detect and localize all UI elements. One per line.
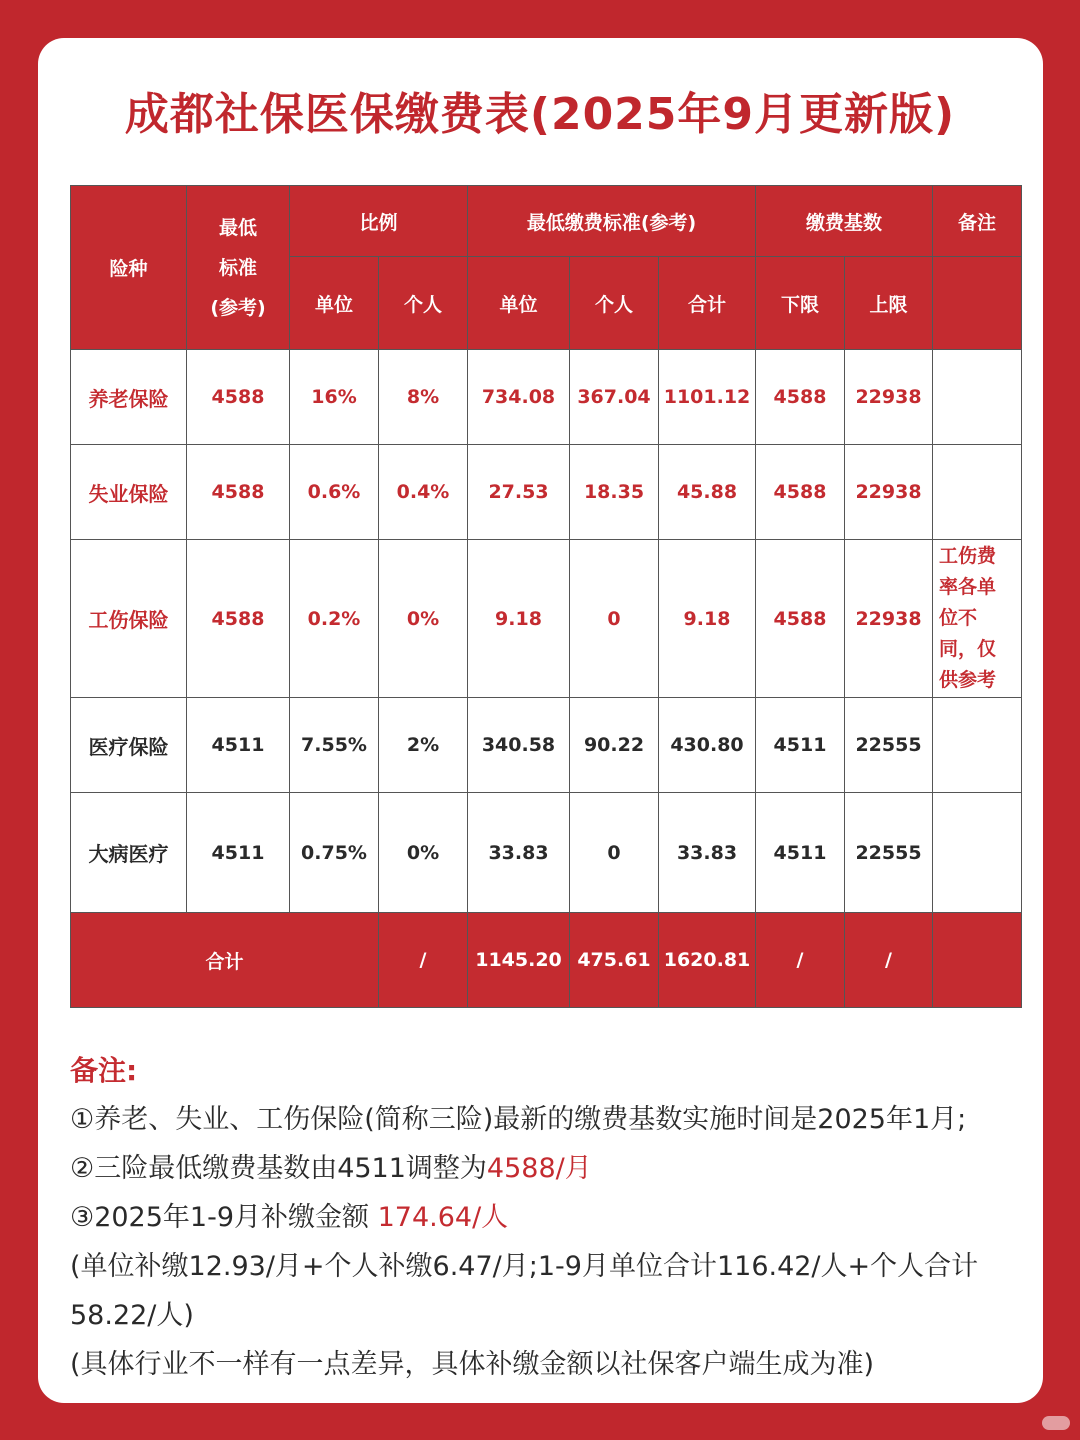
watermark [1042,1416,1070,1430]
cell-base-high: 22555 [845,793,933,913]
table-row [71,350,1022,445]
sub-pay-total: 合计 [659,257,756,350]
cell-remark-note [933,540,1022,698]
total-pay-unit: 1145.20 [468,913,570,1008]
table-row [71,445,1022,540]
cell-base-low: 4511 [756,793,845,913]
note-line-4: (单位补缴12.93/月+个人补缴6.47/月;1-9月单位合计116.42/人+个人合计 [70,1251,979,1282]
header-insurance-type: 险种 [71,186,187,350]
note-line-2-highlight: 4588/月 [486,1153,592,1184]
note-line-3 [70,1193,1020,1242]
remark-line: 率各单 [939,576,997,598]
cell-ratio-person: 2% [379,698,468,793]
remark-line: 同，仅 [939,638,997,660]
cell-remark [933,793,1022,913]
cell-ratio-person: 0% [379,793,468,913]
cell-min: 4511 [187,698,290,793]
cell-pay-person: 367.04 [570,350,659,445]
cell-pay-total: 45.88 [659,445,756,540]
note-line-3-highlight: 174.64/人 [377,1202,509,1233]
cell-base-high: 22938 [845,540,933,698]
total-label: 合计 [71,913,379,1008]
remark-line: 供参考 [939,669,997,691]
header-min-payment: 最低缴费标准(参考) [468,186,756,257]
sub-ratio-unit: 单位 [290,257,379,350]
cell-pay-unit: 340.58 [468,698,570,793]
header-remark: 备注 [933,186,1022,257]
cell-remark [933,445,1022,540]
cell-min: 4588 [187,445,290,540]
note-line-6: (具体行业不一样有一点差异，具体补缴金额以社保客户端生成为准) [70,1349,875,1380]
total-pay-person: 475.61 [570,913,659,1008]
table-row [71,698,1022,793]
sub-remark-empty [933,257,1022,350]
cell-ratio-unit: 16% [290,350,379,445]
header-min-line1: 最低 [218,216,257,239]
sub-ratio-person: 个人 [379,257,468,350]
cell-base-high: 22938 [845,350,933,445]
note-line-1: ①养老、失业、工伤保险(简称三险)最新的缴费基数实施时间是2025年1月; [70,1104,967,1135]
notes-heading: 备注: [70,1054,138,1087]
note-line-2-text: ②三险最低缴费基数由4511调整为 [70,1153,487,1184]
remark-line: 工伤费 [939,545,997,567]
cell-base-low: 4588 [756,350,845,445]
total-pay-total: 1620.81 [659,913,756,1008]
header-min-line2: 标准 [218,256,257,279]
cell-ratio-unit: 0.2% [290,540,379,698]
cell-ratio-unit: 7.55% [290,698,379,793]
cell-ratio-unit: 0.6% [290,445,379,540]
cell-ratio-person: 0.4% [379,445,468,540]
cell-pay-total: 430.80 [659,698,756,793]
table-row [71,540,1022,698]
header-base: 缴费基数 [756,186,933,257]
total-base-high: / [845,913,933,1008]
cell-remark [933,350,1022,445]
header-min-line3: (参考) [210,296,266,319]
cell-min: 4511 [187,793,290,913]
cell-pay-person: 90.22 [570,698,659,793]
cell-remark [933,698,1022,793]
row-name: 医疗保险 [71,698,187,793]
remark-line: 位不 [939,607,978,629]
contribution-table [70,185,1022,1008]
cell-base-high: 22938 [845,445,933,540]
note-line-2 [70,1144,1020,1193]
sub-pay-person: 个人 [570,257,659,350]
cell-pay-total: 33.83 [659,793,756,913]
note-line-5: 58.22/人) [70,1300,194,1331]
table-row [71,793,1022,913]
cell-pay-person: 18.35 [570,445,659,540]
cell-pay-unit: 734.08 [468,350,570,445]
sub-base-low: 下限 [756,257,845,350]
total-base-low: / [756,913,845,1008]
cell-pay-person: 0 [570,793,659,913]
cell-base-high: 22555 [845,698,933,793]
cell-ratio-person: 8% [379,350,468,445]
page-title: 成都社保医保缴费表(2025年9月更新版) [124,89,956,140]
cell-ratio-person: 0% [379,540,468,698]
cell-pay-unit: 27.53 [468,445,570,540]
row-name: 养老保险 [71,350,187,445]
cell-ratio-unit: 0.75% [290,793,379,913]
row-name: 失业保险 [71,445,187,540]
total-row [71,913,1022,1008]
header-min-standard [187,186,290,350]
header-ratio: 比例 [290,186,468,257]
cell-base-low: 4511 [756,698,845,793]
cell-min: 4588 [187,540,290,698]
cell-pay-unit: 33.83 [468,793,570,913]
cell-min: 4588 [187,350,290,445]
cell-pay-unit: 9.18 [468,540,570,698]
cell-pay-total: 1101.12 [659,350,756,445]
notes-section [70,1046,1020,1389]
cell-pay-total: 9.18 [659,540,756,698]
note-line-3-text: ③2025年1-9月补缴金额 [70,1202,378,1233]
row-name: 大病医疗 [71,793,187,913]
total-ratio-person: / [379,913,468,1008]
sub-base-high: 上限 [845,257,933,350]
row-name: 工伤保险 [71,540,187,698]
cell-base-low: 4588 [756,445,845,540]
cell-base-low: 4588 [756,540,845,698]
sub-pay-unit: 单位 [468,257,570,350]
total-remark [933,913,1022,1008]
cell-pay-person: 0 [570,540,659,698]
